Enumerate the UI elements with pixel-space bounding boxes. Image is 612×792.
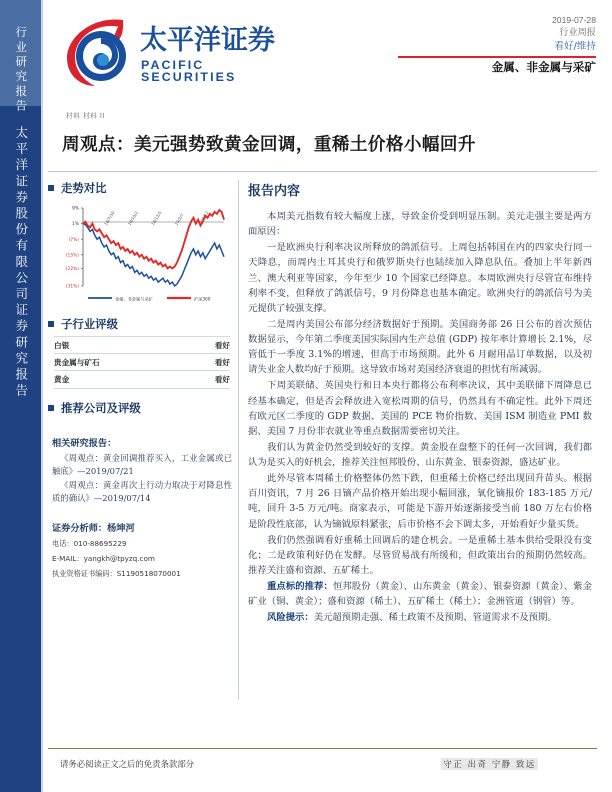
body-paragraph: 我们仍然强调看好重稀土回调后的建仓机会。一是重稀土基本供给受限没有变化；二是政策利好仍在发酵。尽管贸易战有所缓和，但政策出台的预期仍然较高。推荐关注盛和资源、五矿稀土。 — [248, 534, 592, 576]
header-red-rule — [398, 56, 596, 59]
body-paragraph: 下周美联储、英国央行和日本央行都将公布利率决议，其中美联储下周降息已经基本确定，但是否会释放进入宽松周期的信号，仍然具有不确定性。此外下周还有欧元区二季度的 GDP 数据、美国的 PCE 物价指数、美国 ISM 制造业 PMI 数据、美国 7 月份非农就业等重点数据需要密切关注。 — [248, 380, 592, 437]
svg-text:19/2/7: 19/2/7 — [173, 212, 185, 227]
table-row — [54, 371, 230, 388]
svg-text:沪深300: 沪深300 — [194, 296, 211, 302]
rating-row-name: 白银 — [54, 337, 186, 354]
spine-bottom-label: 太平洋证券股份有限公司证券研究报告 — [13, 126, 29, 400]
analyst-name: 证券分析师：杨坤河 — [52, 522, 135, 534]
rating-row-name: 黄金 — [54, 371, 186, 388]
logo-english-name: PACIFIC SECURITIES — [141, 58, 237, 85]
svg-text:(7%): (7%) — [68, 237, 79, 243]
spine-top-label: 行业研究报告 — [14, 26, 29, 115]
body-paragraph: 二是周内美国公布部分经济数据好于预期。美国商务部 26 日公布的首次预估数据显示，今年第二季度美国实际国内生产总值 (GDP) 按年率计算增长 2.1%，尽管低于一季度 3.1%的增速，但高于市场预期。此外 6 月耐用品订单数据，以及初请失业金人数均好于预期。这导致市场对美国经济衰退的担忧有所减弱。 — [248, 318, 592, 376]
analyst-block — [52, 520, 232, 580]
logo-chinese-name: 太平洋证券 — [140, 25, 275, 56]
content-heading: 报告内容 — [248, 184, 301, 199]
footer-divider — [48, 748, 597, 749]
rating-section-heading — [48, 316, 234, 332]
analyst-email: E-MAIL：yangkh@tpyzq.com — [52, 553, 155, 563]
left-sidebar-column — [48, 180, 234, 585]
bullet-square-icon — [48, 185, 54, 191]
footer-slogan: 守正 出奇 宁静 致远 — [443, 759, 536, 769]
body-paragraph: 本周美元指数有较大幅度上涨，导致金价受到明显压制。美元走强主要是两方面原因： — [248, 211, 592, 238]
trend-comparison-chart — [52, 200, 230, 304]
bullet-square-icon — [48, 321, 54, 327]
body-paragraph: 我们认为黄金仍然受到较好的支撑。黄金股在盘整下的任何一次回调，我们都认为是买入的好机会，推荐关注恒邦股份、山东黄金、银泰资源，盛达矿业。 — [248, 441, 592, 468]
spine-edge-divider — [41, 0, 43, 792]
rating-row-name: 贵金属与矿石 — [54, 354, 186, 371]
sub-industry-tag: 材料 材料 II — [66, 112, 105, 120]
title-divider — [48, 171, 597, 172]
chart-series-line — [83, 224, 224, 286]
related-report-item[interactable]: 《周观点：黄金再次上行动力取决于对降息性质的确认》—2019/07/14 — [52, 479, 232, 503]
document-spine — [0, 0, 41, 792]
svg-text:18/10/2: 18/10/2 — [126, 210, 140, 227]
svg-text:9%: 9% — [72, 206, 79, 212]
risk-label: 风险提示： — [267, 612, 314, 624]
column-divider — [238, 180, 239, 700]
rating-row-value: 看好 — [186, 337, 230, 354]
footer-disclaimer: 请务必阅读正文之后的免责条款部分 — [60, 759, 194, 769]
related-report-item[interactable]: 《周观点：黄金回调推荐买入，工业金属或已触底》—2019/07/21 — [52, 452, 232, 476]
risk-text: 美元超预期走强、稀土政策不及预期、管道需求不及预期。 — [313, 612, 557, 624]
body-paragraph: 一是欧洲央行利率决议所释放的鸽派信号。上周包括韩国在内的四家央行同一天降息，而周内土耳其央行和俄罗斯央行也陆续加入降息队伍。叠加上半年新西兰、澳大利亚等国家，今年至少 10 个国家已经降息。本周欧洲央行尽管宣布维持利率不变，但释放了鸽派信号，9 月份降息也基本确定。欧洲央行的鸽派信号为美元提供了较强支撑。 — [248, 242, 592, 314]
risk-paragraph — [248, 610, 592, 625]
pacific-logo-icon — [61, 14, 135, 88]
related-reports-block — [52, 435, 232, 505]
industry-name: 金属、非金属与采矿 — [491, 60, 596, 75]
rating-row-value: 看好 — [186, 371, 230, 388]
highlight-paragraph — [248, 579, 592, 609]
page-title: 周观点：美元强势致黄金回调，重稀土价格小幅回升 — [62, 134, 476, 155]
rating-row-value: 看好 — [186, 354, 230, 371]
recommend-section-heading — [48, 400, 234, 416]
chart-section-label: 走势对比 — [61, 181, 107, 195]
company-logo — [61, 14, 291, 88]
svg-text:18/12/5: 18/12/5 — [150, 210, 163, 227]
svg-text:(31%): (31%) — [65, 284, 79, 290]
highlight-text: 恒邦股份（黄金）、山东黄金（黄金）、银泰资源（黄金）、紫金矿业（铜、黄金）；盛和资源（稀土）、五矿稀土（稀土）；金洲管道（钢管）等。 — [248, 581, 592, 608]
svg-text:1%: 1% — [72, 222, 79, 228]
header-meta — [346, 14, 596, 77]
report-date: 2019-07-28 — [552, 15, 596, 25]
analyst-phone: 电话：010-88695229 — [52, 538, 127, 548]
bullet-square-icon — [48, 405, 54, 411]
analyst-certificate: 执业资格证书编码：S1190518070001 — [52, 569, 181, 579]
svg-text:金属、非金属与采矿: 金属、非金属与采矿 — [115, 296, 153, 302]
svg-text:18/7/30: 18/7/30 — [103, 210, 116, 227]
chart-svg — [52, 200, 230, 304]
related-reports-title: 相关研究报告： — [52, 437, 117, 449]
sub-industry-rating-table — [54, 336, 230, 389]
report-body-column — [248, 180, 592, 626]
report-rating: 看好/维持 — [554, 40, 596, 52]
table-row — [54, 354, 230, 371]
rating-section-label: 子行业评级 — [61, 317, 118, 331]
page-header — [48, 8, 604, 100]
svg-text:19/4/12: 19/4/12 — [197, 210, 210, 227]
body-paragraph: 此外尽管本周稀土价格整体仍然下跌，但重稀土价格已经出现回升苗头。根据百川资讯，7 月 26 日镝产品价格开始出现小幅回涨，氧化镝报价 183-185 万元/吨，回升 3-5 万元/吨。商家表示，可能是下游开始逐渐接受当前 180 万左右价格是阶段性底部，认为镝钺原料紧张，后市价格不会下调太多，开始看好少量买货。 — [248, 473, 592, 530]
table-row — [54, 337, 230, 354]
svg-text:(15%): (15%) — [65, 253, 79, 259]
svg-text:(22%): (22%) — [65, 267, 79, 273]
highlight-label: 重点标的推荐： — [267, 581, 333, 592]
body-paragraphs — [248, 209, 592, 578]
report-kind: 行业周报 — [559, 27, 596, 39]
recommend-section-label: 推荐公司及评级 — [61, 400, 141, 415]
chart-section-heading — [48, 180, 234, 196]
